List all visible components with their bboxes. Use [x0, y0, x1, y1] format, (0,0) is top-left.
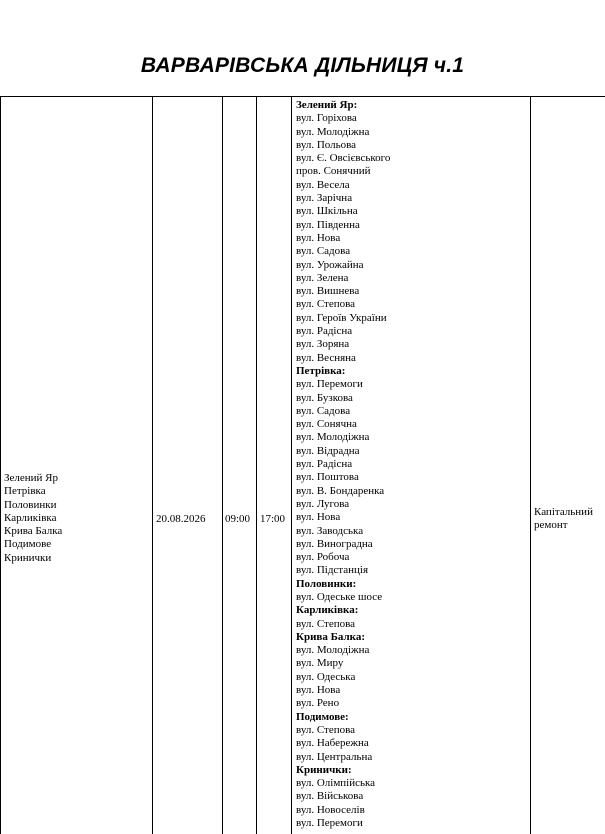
street-item: вул. Підстанція	[296, 564, 369, 577]
village-name: Петрівка	[4, 485, 46, 498]
village-name: Зелений Яр	[4, 472, 59, 484]
street-item: вул. Польова	[296, 138, 357, 151]
reason-line: ремонт	[534, 519, 568, 532]
street-item: вул. Перемоги	[296, 817, 363, 830]
street-item: вул. Південна	[296, 218, 360, 231]
street-item: вул. Садова	[296, 404, 351, 417]
street-item: вул. Перемоги	[296, 378, 363, 391]
street-item: вул. Сонячна	[296, 418, 357, 431]
street-item: вул. Шкільна	[296, 205, 358, 218]
street-item: вул. Степова	[296, 617, 356, 630]
street-item: вул. Нова	[296, 684, 341, 697]
street-item: вул. Олімпійська	[296, 777, 376, 790]
street-item: вул. Рено	[296, 697, 340, 710]
column-divider	[152, 96, 153, 834]
villages-cell	[4, 472, 150, 565]
street-item: вул. Зелена	[296, 271, 349, 284]
village-name: Карликівка	[4, 511, 57, 524]
table-border-left	[0, 96, 1, 834]
street-item: вул. Степова	[296, 298, 356, 311]
street-item: вул. Лугова	[296, 497, 350, 510]
date-cell: 20.08.2026	[156, 513, 206, 525]
street-item: вул. Радісна	[296, 325, 353, 338]
table-top-border	[0, 96, 605, 97]
reason-cell	[534, 506, 604, 533]
village-name: Подимове	[4, 538, 52, 551]
column-divider	[256, 96, 257, 834]
street-item: вул. Урожайна	[296, 258, 364, 271]
village-name: Крива Балка	[4, 525, 63, 538]
street-item: вул. Нова	[296, 231, 341, 244]
street-item: вул. Відрадна	[296, 444, 360, 457]
time-to-cell: 17:00	[260, 513, 286, 525]
time-from-cell: 09:00	[225, 513, 251, 525]
street-item: вул. Горіхова	[296, 112, 357, 125]
street-item: вул. Є. Овсієвського	[296, 152, 391, 165]
street-item: вул. В. Бондаренка	[296, 484, 385, 497]
page-title: ВАРВАРІВСЬКА ДІЛЬНИЦЯ ч.1	[140, 54, 465, 77]
street-item: вул. Миру	[296, 657, 344, 670]
street-item: вул. Новоселів	[296, 803, 365, 816]
settlement-heading: Карликівка:	[296, 604, 359, 617]
settlement-heading: Крива Балка:	[296, 630, 365, 643]
settlement-heading: Кринички:	[296, 763, 352, 776]
streets-cell	[296, 99, 526, 830]
street-item: вул. Заводська	[296, 524, 364, 537]
reason-line: Капітальний	[534, 506, 593, 518]
street-item: вул. Радісна	[296, 458, 353, 471]
street-item: вул. Молодіжна	[296, 431, 370, 444]
street-item: вул. Військова	[296, 790, 364, 803]
street-item: вул. Одеська	[296, 670, 356, 683]
settlement-heading: Петрівка:	[296, 364, 346, 377]
street-item: вул. Зоряна	[296, 338, 350, 351]
street-item: вул. Робоча	[296, 551, 350, 564]
column-divider	[291, 96, 292, 834]
street-item: пров. Сонячний	[296, 165, 371, 178]
street-item: вул. Весняна	[296, 351, 356, 364]
street-item: вул. Вишнева	[296, 285, 360, 298]
street-item: вул. Бузкова	[296, 391, 353, 404]
column-divider	[222, 96, 223, 834]
street-item: вул. Садова	[296, 245, 351, 258]
street-item: вул. Поштова	[296, 471, 359, 484]
street-item: вул. Нова	[296, 511, 341, 524]
street-item: вул. Весела	[296, 178, 350, 191]
street-item: вул. Центральна	[296, 750, 373, 763]
street-item: вул. Зарічна	[296, 192, 353, 205]
column-divider	[530, 96, 531, 834]
settlement-heading: Зелений Яр:	[296, 99, 358, 111]
village-name: Половинки	[4, 498, 57, 511]
village-name: Кринички	[4, 551, 52, 564]
settlement-heading: Подимове:	[296, 710, 349, 723]
street-item: вул. Молодіжна	[296, 644, 370, 657]
street-item: вул. Виноградна	[296, 537, 373, 550]
street-item: вул. Одеське шосе	[296, 590, 383, 603]
street-item: вул. Набережна	[296, 737, 369, 750]
settlement-heading: Половинки:	[296, 577, 357, 590]
street-item: вул. Молодіжна	[296, 125, 370, 138]
street-item: вул. Степова	[296, 723, 356, 736]
street-item: вул. Героїв України	[296, 311, 387, 324]
